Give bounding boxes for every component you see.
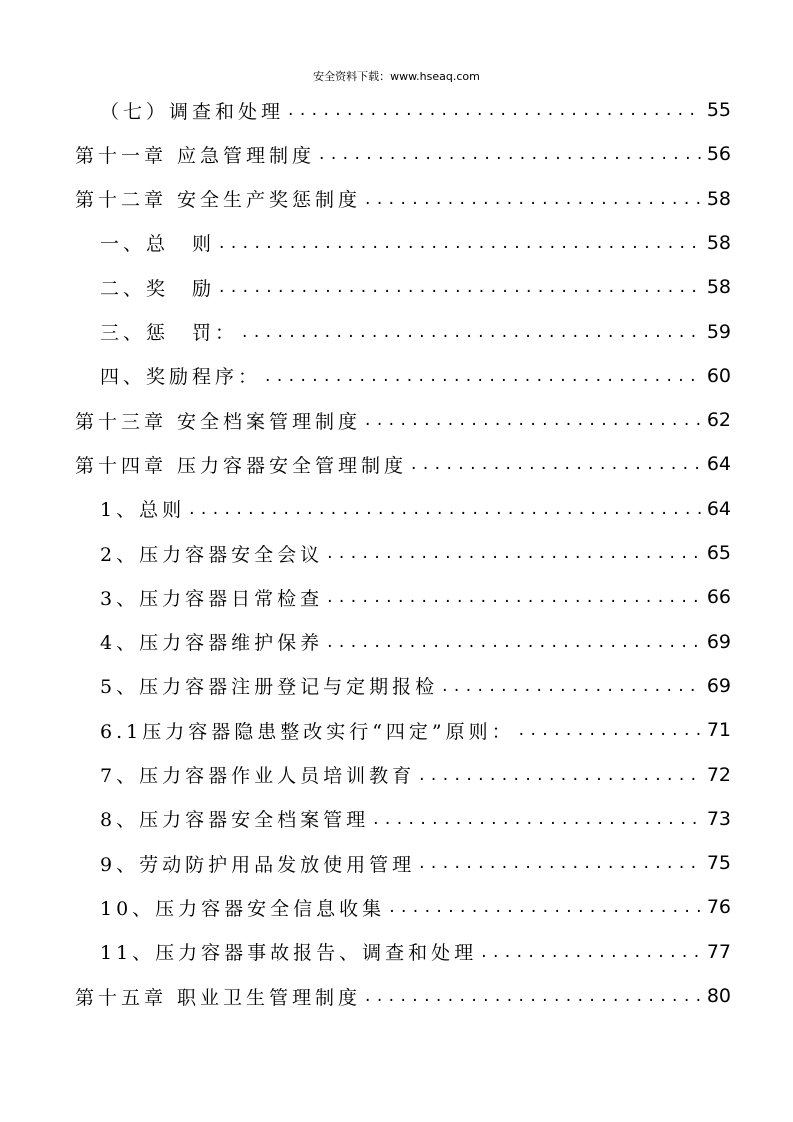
toc-entry-label: 7、压力容器作业人员培训教育 [100,765,416,787]
toc-entry-label: 第十四章 压力容器安全管理制度 [75,454,408,477]
toc-dot-leader [481,942,703,962]
toc-entry-label: 9、劳动防护用品发放使用管理 [100,853,416,876]
toc-entry-label: 4、压力容器维护保养 [100,632,324,655]
toc-dot-leader [189,499,703,519]
toc-entry[interactable] [75,400,731,440]
toc-dot-leader [373,809,703,829]
toc-entry-page-number: 64 [706,453,731,476]
toc-entry-label: 第十三章 安全档案管理制度 [75,410,362,433]
toc-entry-label: 3、压力容器日常检查 [100,587,324,610]
toc-entry[interactable] [75,976,731,1016]
toc-entry-page-number: 58 [706,187,731,210]
toc-entry-page-number: 65 [706,542,731,564]
toc-dot-leader [319,144,703,164]
toc-entry-label: 第十五章 职业卫生管理制度 [75,986,362,1009]
toc-entry[interactable] [100,223,731,263]
toc-entry-label: 11、压力容器事故报告、调查和处理 [100,942,478,965]
toc-entry[interactable] [100,622,731,662]
toc-entry-label: 四、奖励程序： [100,366,262,389]
toc-entry-page-number: 58 [706,231,731,254]
toc-entry-page-number: 64 [706,497,731,520]
toc-entry-label: 5、压力容器注册登记与定期报检 [100,676,439,699]
toc-entry-label: 6.1压力容器隐患整改实行“四定”原则： [100,720,515,743]
toc-entry-label: 10、压力容器安全信息收集 [100,897,386,920]
toc-entry[interactable] [100,666,731,706]
toc-entry-label: 2、压力容器安全会议 [100,543,324,566]
toc-entry-page-number: 77 [706,940,731,963]
toc-entry[interactable] [100,932,731,972]
toc-entry-label: 8、压力容器安全档案管理 [100,809,370,832]
toc-dot-leader [411,454,703,474]
toc-dot-leader [442,676,703,696]
toc-dot-leader [365,410,703,430]
toc-entry-page-number: 69 [706,674,731,697]
toc-entry-page-number: 58 [706,276,731,299]
toc-dot-leader [519,720,703,740]
toc-entry[interactable] [100,312,731,352]
toc-entry-label: （七）调查和处理 [100,100,285,123]
toc-entry[interactable] [100,356,731,396]
toc-dot-leader [327,543,703,563]
toc-entry-page-number: 71 [706,719,731,742]
toc-dot-leader [265,366,703,386]
toc-entry-page-number: 62 [706,409,731,432]
toc-entry-label: 第十二章 安全生产奖惩制度 [75,189,362,212]
toc-dot-leader [327,632,703,652]
toc-entry-label: 第十一章 应急管理制度 [75,144,316,167]
toc-entry-label: 一、总 则 [100,233,216,256]
toc-dot-leader [419,765,703,785]
toc-entry-page-number: 66 [706,586,731,609]
toc-entry-page-number: 80 [706,985,731,1007]
toc-entry[interactable] [100,90,731,130]
toc-entry-page-number: 69 [706,630,731,653]
toc-entry-page-number: 56 [706,143,731,166]
toc-entry[interactable] [100,267,731,307]
toc-dot-leader [389,897,703,917]
toc-entry-page-number: 73 [706,807,731,830]
toc-entry[interactable] [75,134,731,174]
toc-entry-label: 三、惩 罚： [100,322,239,344]
toc-dot-leader [219,233,703,253]
toc-entry-page-number: 59 [706,320,731,343]
toc-entry-page-number: 76 [706,896,731,919]
toc-entry-page-number: 55 [706,99,731,121]
toc-entry[interactable] [100,887,731,927]
toc-dot-leader [419,853,703,873]
toc-entry[interactable] [100,533,731,573]
toc-dot-leader [288,100,703,120]
toc-entry[interactable] [75,179,731,219]
toc-dot-leader [219,277,703,297]
toc-entry[interactable] [100,755,731,795]
toc-entry-page-number: 60 [706,364,731,387]
toc-entry[interactable] [100,710,731,750]
toc-entry[interactable] [100,577,731,617]
toc-entry[interactable] [75,444,731,484]
page-header: 安全资料下载：www.hseaq.com [313,70,480,83]
toc-entry[interactable] [100,489,731,529]
toc-entry-page-number: 75 [706,852,731,875]
toc-entry-label: 1、总则 [100,499,186,522]
toc-dot-leader [365,986,703,1006]
toc-entry[interactable] [100,799,731,839]
toc-dot-leader [365,189,703,209]
toc-entry[interactable] [100,843,731,883]
toc-entry-label: 二、奖 励 [100,277,216,300]
toc-dot-leader [327,587,703,607]
toc-entry-page-number: 72 [706,763,731,786]
toc-dot-leader [242,322,703,342]
